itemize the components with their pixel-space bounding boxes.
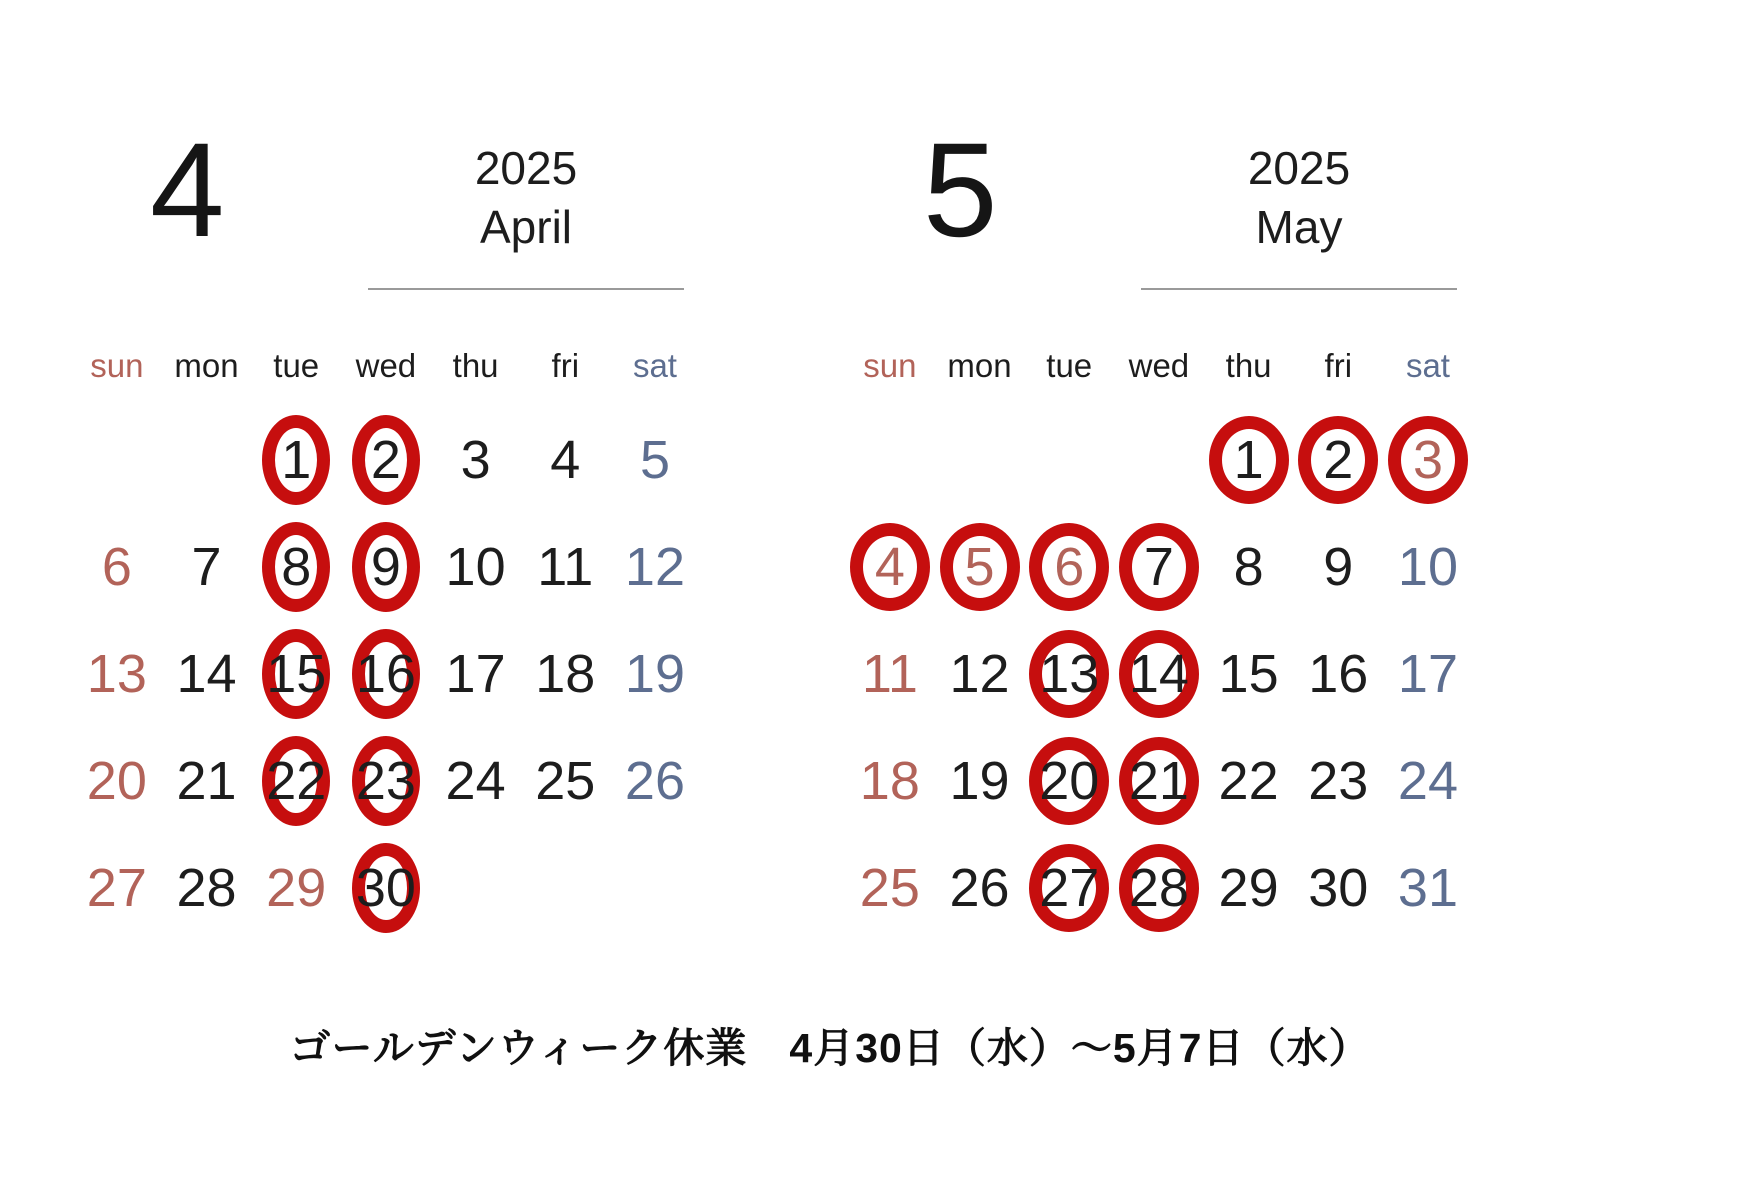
day-cell [341, 834, 431, 941]
day-number: 2 [1323, 429, 1354, 490]
day-number: 9 [1323, 536, 1354, 597]
day-number: 21 [1128, 750, 1189, 811]
day-cell [1293, 513, 1383, 620]
empty-day-cell [1114, 406, 1204, 513]
day-cell [431, 727, 521, 834]
day-cell [1293, 406, 1383, 513]
weekday-label-fri: fri [551, 347, 580, 384]
closed-day-circle [1029, 737, 1109, 825]
closed-day-circle [1029, 844, 1109, 932]
closed-day-circle [262, 415, 330, 505]
day-number: 16 [1308, 643, 1369, 704]
day-number: 20 [86, 750, 147, 811]
day-cell [610, 727, 700, 834]
day-number: 24 [445, 750, 506, 811]
day-number: 11 [537, 536, 594, 597]
day-number: 20 [1039, 750, 1100, 811]
month-name: May [1255, 201, 1343, 253]
day-cell [1293, 620, 1383, 727]
day-number: 21 [176, 750, 237, 811]
day-cell [845, 513, 935, 620]
day-number: 29 [266, 857, 327, 918]
weekday-label-sun: sun [90, 347, 144, 384]
month-header-april [368, 140, 684, 290]
day-cell [935, 513, 1025, 620]
empty-day-cell [520, 834, 610, 941]
month-numeral-may: 5 [923, 116, 995, 265]
day-number: 25 [859, 857, 920, 918]
day-number: 31 [1397, 857, 1458, 918]
empty-day-cell [431, 834, 521, 941]
day-number: 27 [1039, 857, 1100, 918]
day-number: 25 [535, 750, 596, 811]
weekday-label-tue: tue [273, 347, 320, 384]
day-number: 8 [281, 536, 312, 597]
day-number: 8 [1233, 536, 1264, 597]
closed-day-circle [1209, 416, 1289, 504]
day-cell [1204, 620, 1294, 727]
empty-day-cell [610, 834, 700, 941]
day-cell [1383, 620, 1473, 727]
day-number: 11 [861, 643, 918, 704]
closed-day-circle [262, 736, 330, 826]
day-cell [1293, 727, 1383, 834]
golden-week-notice-text: ゴールデンウィーク休業 4月30日（水）～5月7日（水） [289, 1025, 1371, 1071]
day-number: 13 [1039, 643, 1100, 704]
day-cell [935, 727, 1025, 834]
closed-day-circle [1119, 523, 1199, 611]
day-number: 29 [1218, 857, 1279, 918]
day-number: 13 [86, 643, 147, 704]
closed-day-circle [352, 843, 420, 933]
day-number: 27 [86, 857, 147, 918]
calendar-grid-april [72, 326, 700, 941]
day-cell [72, 513, 162, 620]
day-cell [251, 513, 341, 620]
day-number: 28 [1128, 857, 1189, 918]
day-cell [845, 620, 935, 727]
day-number: 4 [874, 536, 905, 597]
day-cell [72, 834, 162, 941]
day-cell [1114, 620, 1204, 727]
day-cell [935, 834, 1025, 941]
day-number: 30 [1308, 857, 1369, 918]
weekday-label-fri: fri [1324, 347, 1353, 384]
day-number: 7 [1143, 536, 1174, 597]
day-number: 26 [624, 750, 685, 811]
weekday-label-mon: mon [947, 347, 1012, 384]
weekday-label-mon: mon [174, 347, 239, 384]
month-header-may [1141, 140, 1457, 290]
day-cell [431, 513, 521, 620]
day-number: 19 [949, 750, 1010, 811]
closed-day-circle [850, 523, 930, 611]
day-number: 7 [191, 536, 222, 597]
day-cell [431, 406, 521, 513]
empty-day-cell [162, 406, 252, 513]
weekday-label-sat: sat [632, 347, 677, 384]
day-number: 9 [370, 536, 401, 597]
closed-day-circle [1119, 630, 1199, 718]
closed-day-circle [1029, 630, 1109, 718]
day-cell [1383, 406, 1473, 513]
day-cell [845, 727, 935, 834]
calendar-may [845, 0, 1473, 960]
day-cell [251, 406, 341, 513]
closed-day-circle [262, 629, 330, 719]
day-cell [1383, 834, 1473, 941]
day-cell [1114, 513, 1204, 620]
day-number: 30 [355, 857, 416, 918]
day-number: 24 [1397, 750, 1458, 811]
empty-day-cell [72, 406, 162, 513]
closed-day-circle [940, 523, 1020, 611]
day-number: 26 [949, 857, 1010, 918]
weekday-label-wed: wed [355, 347, 417, 384]
day-number: 10 [1397, 536, 1458, 597]
day-cell [520, 620, 610, 727]
day-number: 12 [624, 536, 685, 597]
day-cell [251, 727, 341, 834]
day-cell [251, 834, 341, 941]
day-cell [1204, 406, 1294, 513]
day-number: 19 [624, 643, 685, 704]
day-number: 18 [535, 643, 596, 704]
day-cell [1024, 834, 1114, 941]
day-cell [1114, 834, 1204, 941]
day-number: 3 [1412, 429, 1443, 490]
day-number: 15 [266, 643, 327, 704]
day-cell [162, 513, 252, 620]
day-cell [610, 620, 700, 727]
month-name: April [479, 201, 573, 253]
day-number: 1 [281, 429, 312, 490]
day-cell [1383, 727, 1473, 834]
day-cell [1293, 834, 1383, 941]
day-cell [162, 834, 252, 941]
day-cell [162, 727, 252, 834]
day-number: 15 [1218, 643, 1279, 704]
day-number: 17 [1397, 643, 1458, 704]
day-number: 17 [445, 643, 506, 704]
day-cell [341, 620, 431, 727]
empty-day-cell [935, 406, 1025, 513]
day-cell [431, 620, 521, 727]
day-cell [162, 620, 252, 727]
day-number: 2 [370, 429, 401, 490]
closed-day-circle [352, 629, 420, 719]
day-number: 16 [355, 643, 416, 704]
closed-day-circle [262, 522, 330, 612]
day-number: 1 [1233, 429, 1264, 490]
weekday-label-wed: wed [1128, 347, 1190, 384]
day-cell [1204, 513, 1294, 620]
day-number: 28 [176, 857, 237, 918]
weekday-label-sat: sat [1405, 347, 1450, 384]
closed-day-circle [1029, 523, 1109, 611]
closed-day-circle [1119, 844, 1199, 932]
day-number: 3 [460, 429, 491, 490]
day-cell [72, 620, 162, 727]
year-label: 2025 [1247, 142, 1351, 194]
weekday-label-sun: sun [863, 347, 917, 384]
month-numeral-april: 4 [150, 116, 222, 265]
day-number: 5 [639, 429, 670, 490]
day-number: 14 [176, 643, 237, 704]
day-number: 23 [1308, 750, 1369, 811]
weekday-label-thu: thu [452, 347, 499, 384]
day-cell [520, 406, 610, 513]
day-number: 22 [1218, 750, 1279, 811]
year-label: 2025 [474, 142, 578, 194]
day-cell [610, 406, 700, 513]
day-number: 23 [355, 750, 416, 811]
empty-day-cell [1024, 406, 1114, 513]
closed-day-circle [1119, 737, 1199, 825]
empty-day-cell [845, 406, 935, 513]
day-number: 18 [859, 750, 920, 811]
day-cell [341, 513, 431, 620]
day-cell [1024, 620, 1114, 727]
day-number: 4 [550, 429, 581, 490]
day-number: 12 [949, 643, 1010, 704]
day-cell [341, 406, 431, 513]
day-cell [520, 727, 610, 834]
day-cell [1024, 727, 1114, 834]
day-cell [1114, 727, 1204, 834]
day-cell [72, 727, 162, 834]
closed-day-circle [1298, 416, 1378, 504]
day-number: 5 [964, 536, 995, 597]
calendar-grid-may [845, 326, 1473, 941]
day-cell [1204, 834, 1294, 941]
day-number: 14 [1128, 643, 1189, 704]
day-cell [845, 834, 935, 941]
day-cell [1204, 727, 1294, 834]
day-cell [251, 620, 341, 727]
day-cell [1383, 513, 1473, 620]
day-number: 22 [266, 750, 327, 811]
closed-day-circle [1388, 416, 1468, 504]
day-number: 6 [101, 536, 132, 597]
closed-day-circle [352, 522, 420, 612]
calendar-april [72, 0, 700, 960]
closed-day-circle [352, 415, 420, 505]
day-cell [341, 727, 431, 834]
weekday-label-tue: tue [1046, 347, 1093, 384]
day-number: 6 [1054, 536, 1085, 597]
day-cell [520, 513, 610, 620]
weekday-label-thu: thu [1225, 347, 1272, 384]
day-number: 10 [445, 536, 506, 597]
day-cell [935, 620, 1025, 727]
closed-day-circle [352, 736, 420, 826]
day-cell [1024, 513, 1114, 620]
day-cell [610, 513, 700, 620]
